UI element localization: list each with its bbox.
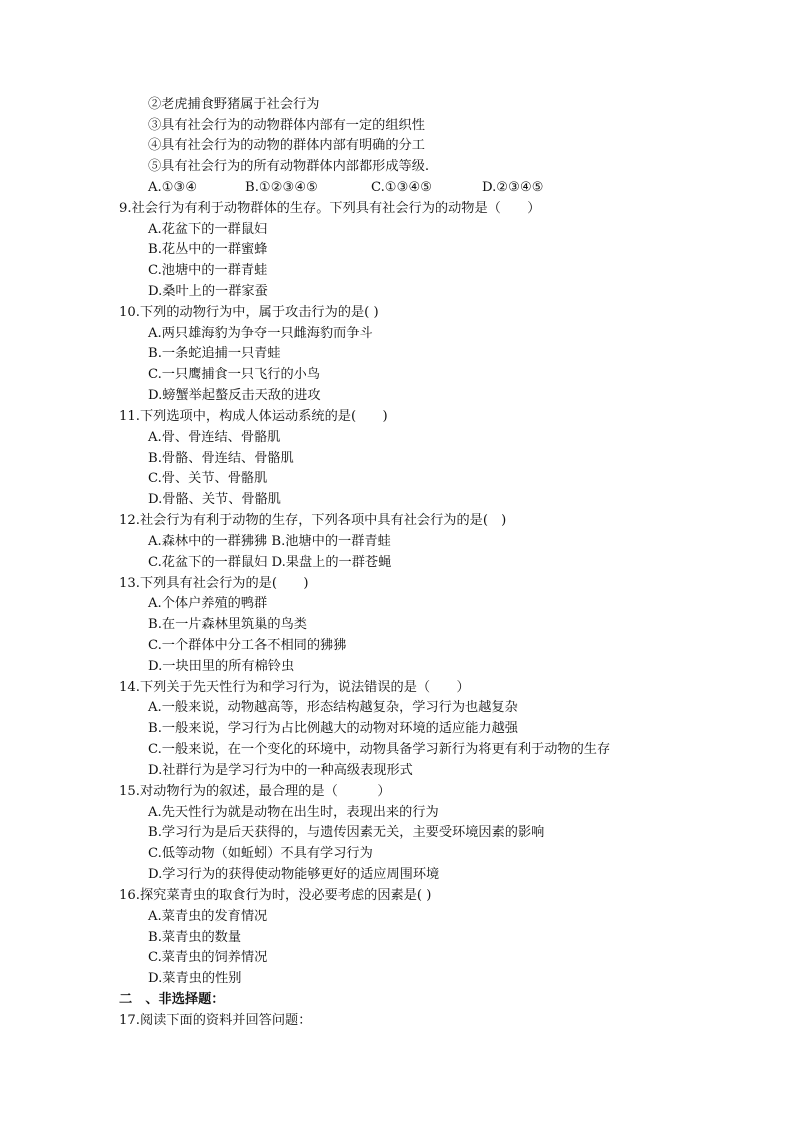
question-option: B.在一片森林里筑巢的鸟类	[148, 617, 307, 632]
question-option: D.学习行为的获得使动物能够更好的适应周围环境	[148, 867, 440, 882]
question-option: C.花盆下的一群鼠妇 D.果盘上的一群苍蝇	[148, 555, 392, 570]
statement-2: ②老虎捕食野猪属于社会行为	[148, 97, 320, 112]
question-stem: 11.下列选项中，构成人体运动系统的是( )	[119, 409, 388, 424]
option-c: C.①③④⑤	[371, 180, 433, 195]
question-option: B.花丛中的一群蜜蜂	[148, 242, 268, 257]
question-option: B.学习行为是后天获得的，与遗传因素无关，主要受环境因素的影响	[148, 825, 545, 840]
option-b: B.①②③④⑤	[245, 180, 318, 195]
question-option: A.花盆下的一群鼠妇	[148, 222, 268, 237]
option-a: A.①③④	[148, 180, 198, 195]
section-title: 二 、非选择题：	[119, 992, 225, 1007]
question-option: D.骨骼、关节、骨骼肌	[148, 492, 281, 507]
question-option: D.螃蟹举起螯反击天敌的进攻	[148, 388, 321, 403]
question-option: A.一般来说，动物越高等，形态结构越复杂，学习行为也越复杂	[148, 700, 518, 715]
question-option: B.一条蛇追捕一只青蛙	[148, 346, 281, 361]
question-stem: 10.下列的动物行为中，属于攻击行为的是( )	[119, 305, 379, 320]
question-option: A.菜青虫的发育情况	[148, 909, 268, 924]
question-option: D.菜青虫的性别	[148, 971, 242, 986]
question-option: B.一般来说，学习行为占比例越大的动物对环境的适应能力越强	[148, 721, 518, 736]
question-17-stem: 17.阅读下面的资料并回答问题：	[119, 1013, 312, 1028]
question-option: A.个体户养殖的鸭群	[148, 596, 268, 611]
question-option: A.先天性行为就是动物在出生时，表现出来的行为	[148, 805, 439, 820]
question-option: C.骨、关节、骨骼肌	[148, 471, 268, 486]
question-stem: 15.对动物行为的叙述，最合理的是（ ）	[119, 784, 391, 799]
option-d: D.②③④⑤	[482, 180, 544, 195]
question-option: C.一只鹰捕食一只飞行的小鸟	[148, 367, 321, 382]
statement-5: ⑤具有社会行为的所有动物群体内部都形成等级.	[148, 159, 430, 174]
question-option: C.菜青虫的饲养情况	[148, 950, 268, 965]
question-option: A.骨、骨连结、骨骼肌	[148, 430, 281, 445]
question-option: B.菜青虫的数量	[148, 930, 242, 945]
question-option: C.池塘中的一群青蛙	[148, 263, 268, 278]
question-option: B.骨骼、骨连结、骨骼肌	[148, 451, 294, 466]
question-option: D.社群行为是学习行为中的一种高级表现形式	[148, 763, 413, 778]
question-option: D.一块田里的所有棉铃虫	[148, 659, 295, 674]
question-stem: 14.下列关于先天性行为和学习行为，说法错误的是（ ）	[119, 680, 470, 695]
question-stem: 13.下列具有社会行为的是( )	[119, 576, 309, 591]
statement-4: ④具有社会行为的动物的群体内部有明确的分工	[148, 138, 425, 153]
statement-3: ③具有社会行为的动物群体内部有一定的组织性	[148, 118, 425, 133]
question-option: A.两只雄海豹为争夺一只雌海豹而争斗	[148, 326, 373, 341]
question-option: A.森林中的一群狒狒 B.池塘中的一群青蛙	[148, 534, 391, 549]
question-option: D.桑叶上的一群家蚕	[148, 284, 268, 299]
question-stem: 9.社会行为有利于动物群体的生存。下列具有社会行为的动物是（ ）	[119, 201, 541, 216]
question-option: C.一个群体中分工各不相同的狒狒	[148, 638, 347, 653]
question-stem: 16.探究菜青虫的取食行为时，没必要考虑的因素是( )	[119, 888, 432, 903]
question-option: C.一般来说，在一个变化的环境中，动物具备学习新行为将更有利于动物的生存	[148, 742, 611, 757]
question-option: C.低等动物（如蚯蚓）不具有学习行为	[148, 846, 373, 861]
question-stem: 12.社会行为有利于动物的生存，下列各项中具有社会行为的是( )	[119, 513, 507, 528]
